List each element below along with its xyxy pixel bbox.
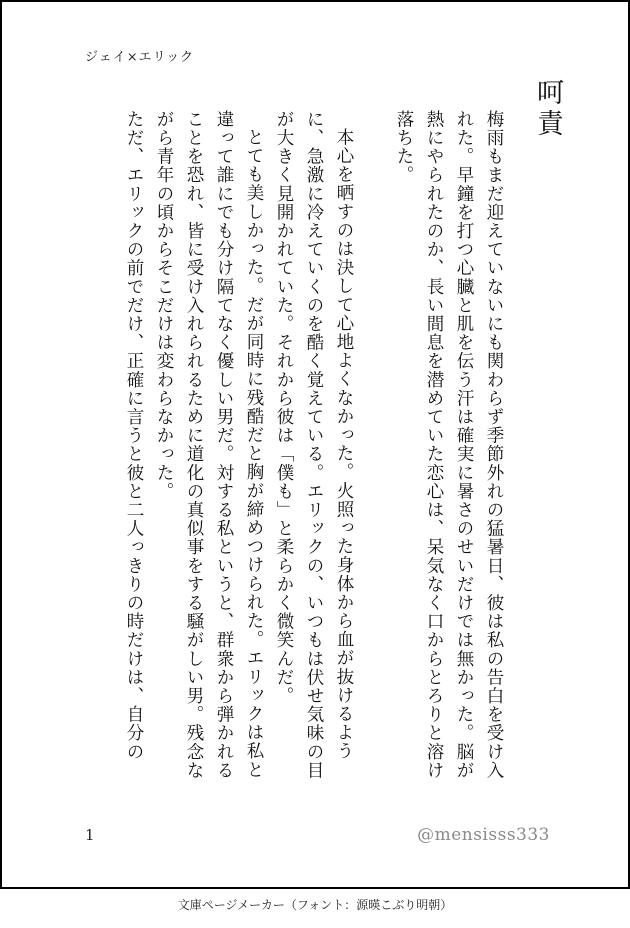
paragraph-1: 梅雨もまだ迎えていないにも関わらず季節外れの猛暑日、彼は私の告白を受け入れた。早鐘を打つ心臓と肌を伝う汗は確実に暑さのせいだけでは無かった。脳が熱にやられたのか、長い間息を潜めていた恋心は、呆気なく口からとろりと溶け落ちた。 — [394, 110, 504, 780]
paragraph-4: ただ、エリックの前でだけ、正確に言うと彼と二人っきりの時だけは、自分の — [124, 110, 144, 761]
author-handle: @mensisss333 — [417, 825, 550, 845]
paragraph-2: 本心を晒すのは決して心地よくなかった。火照った身体から血が抜けるように、急激に冷えていくのを酷く覚えている。エリックの、いつもは伏せ気味の目が大きく見開かれていた。それから彼は「僕も」と柔らかく微笑んだ。 — [274, 110, 354, 780]
app-caption: 文庫ページメーカー（フォント：源暎こぶり明朝） — [177, 898, 453, 912]
page-number: 1 — [85, 826, 95, 844]
pairing-header: ジェイ×エリック — [85, 50, 195, 65]
story-title: 呵責 — [532, 78, 563, 140]
story-body — [79, 110, 509, 790]
paragraph-3: とても美しかった。だが同時に残酷だと胸が締めつけられた。エリックは私と違って誰にでも分け隔てなく優しい男だ。対する私というと、群衆から弾かれることを恐れ、皆に受け入れられるために道化の真似事をする騒がしい男。残念ながら青年の頃からそこだけは変わらなかった。 — [154, 110, 264, 780]
